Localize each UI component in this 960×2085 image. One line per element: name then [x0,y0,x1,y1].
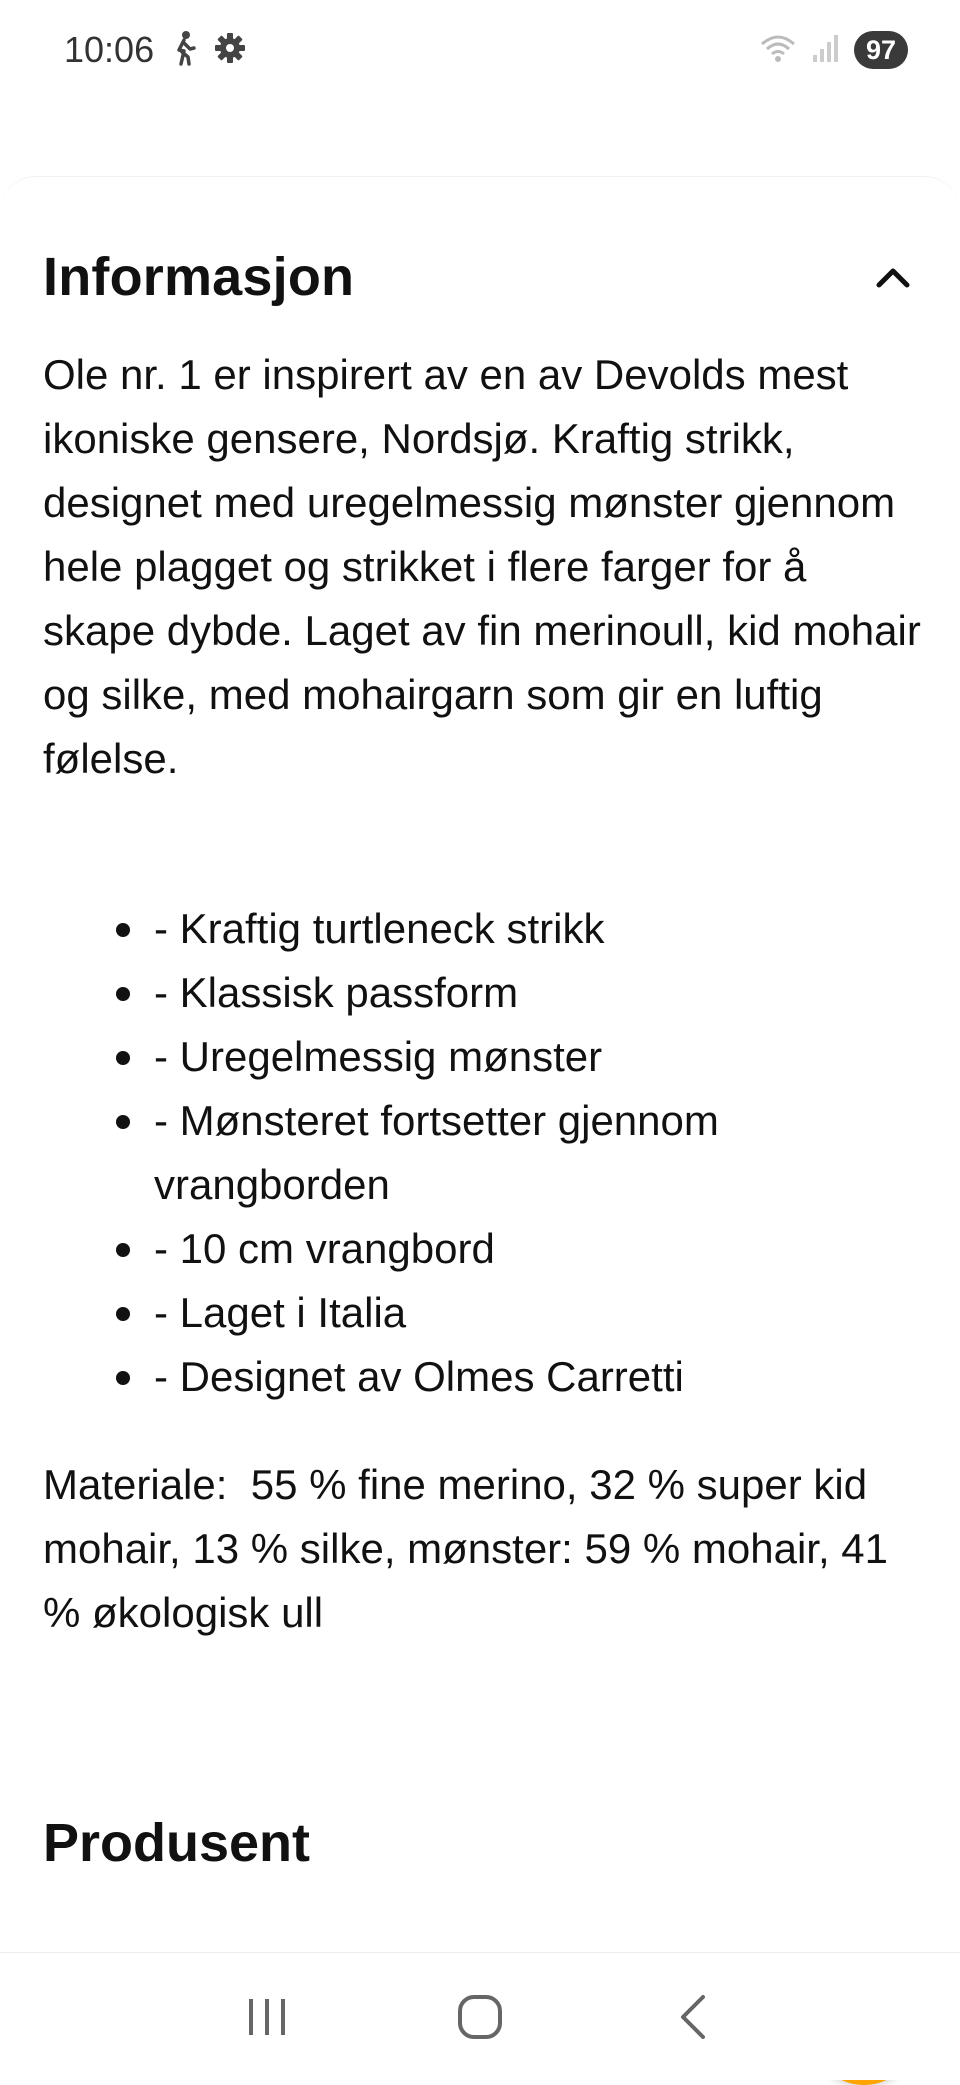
system-nav-bar [0,1952,960,2080]
list-item: - 10 cm vrangbord [110,1217,900,1281]
settings-icon [214,32,246,69]
wifi-icon [758,32,798,69]
product-description: Ole nr. 1 er inspirert av en av Devolds mest ikoniske gensere, Nordsjø. Kraftig strikk, designet med uregelmessig mønster gjennom hele plagget og strikket i flere farger for å skape dybde. Laget av fin merinoull, kid mohair og silke, med mohairgarn som gir en luftig følelse. [43,351,921,782]
list-item: - Klassisk passform [110,961,900,1025]
list-item: - Uregelmessig mønster [110,1025,900,1089]
information-section-header[interactable] [43,237,917,317]
feature-list [110,897,900,1409]
information-title: Informasjon [43,247,355,307]
battery-indicator: 97 [854,31,908,69]
producer-title[interactable]: Produsent [43,1813,311,1873]
status-left [64,29,246,71]
list-item: - Mønsteret fortsetter gjennom vrangborden [110,1089,900,1217]
home-button[interactable] [440,1977,520,2057]
back-button[interactable] [653,1977,733,2057]
signal-icon [812,33,840,68]
list-item: - Kraftig turtleneck strikk [110,897,900,961]
materials-text: Materiale: 55 % fine merino, 32 % super kid mohair, 13 % silke, mønster: 59 % mohair, 41 % økologisk ull [43,1461,900,1636]
list-item: - Designet av Olmes Carretti [110,1345,900,1409]
status-right [758,31,908,69]
product-info-card [0,176,960,1952]
walking-icon [170,30,198,71]
chevron-up-icon[interactable] [869,253,917,301]
status-bar [0,0,960,100]
status-time: 10:06 [64,29,155,70]
recent-apps-button[interactable] [227,1977,307,2057]
list-item: - Laget i Italia [110,1281,900,1345]
